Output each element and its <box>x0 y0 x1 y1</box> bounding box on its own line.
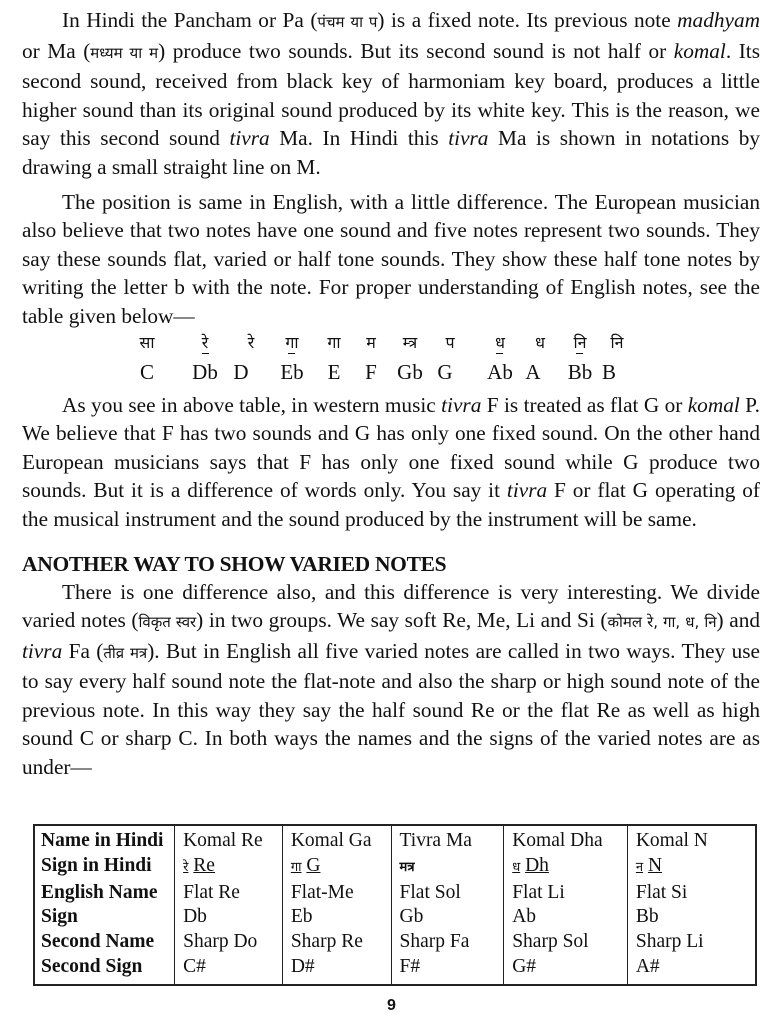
note-english: G <box>437 359 453 384</box>
table-cell: D# <box>282 955 391 985</box>
latin-sign: N <box>647 854 663 876</box>
text-run: P. We believe that F has two sounds and G has only one fixed sound. On the other hand European musicians says that F has only one fixed sound while G produce two sounds. But it is a difference of words only. You say it <box>22 392 760 503</box>
row-header: Second Sign <box>34 955 175 985</box>
row-header: Sign <box>34 905 175 930</box>
table-cell: Sharp Sol <box>504 930 628 955</box>
row-header: Name in Hindi <box>34 825 175 854</box>
hindi-sign: मत्र <box>399 859 415 875</box>
text-run: F or flat G operating of the musical instrument and the sound produced by the instrument will be same. <box>22 478 760 531</box>
table-cell <box>504 854 628 881</box>
table-cell <box>282 854 391 881</box>
table-cell: G# <box>504 955 628 985</box>
hindi-text: मध्यम या म <box>90 43 159 62</box>
text-run: There is one difference also, and this difference is very interesting. We divide varied notes ( <box>22 579 760 633</box>
table-row-second-sign <box>34 955 756 985</box>
text-run: ). But in English all five varied notes are called in two ways. They use to say every half sound note the flat-note and also the sharp or high sound note of the previous note. In this way they say the half sound Re or the flat Re as well as high sound C or sharp C. In both ways the names and the signs of the varied notes are as under— <box>22 638 760 780</box>
paragraph-english-position: The position is same in English, with a little difference. The European musician also believe that two notes have one sound and five notes represent two sounds. They say these sounds flat, varied or half tone sounds. They show these half tone notes by writing the letter b with the note. For proper understanding of English notes, see the table given below— <box>22 189 760 328</box>
komal-mark <box>288 353 295 355</box>
hindi-sign: गा <box>290 859 302 875</box>
table-cell: Flat Sol <box>391 881 504 906</box>
table-cell: Gb <box>391 905 504 930</box>
table-row-english-name <box>34 881 756 906</box>
table-cell: F# <box>391 955 504 985</box>
note-hindi-komal: रे <box>201 332 209 352</box>
text-run: In Hindi the Pancham or Pa ( <box>62 8 318 32</box>
table-cell: Komal Dha <box>504 825 628 854</box>
table-cell: C# <box>175 955 283 985</box>
text-run: Fa ( <box>62 638 104 663</box>
italic-term: tivra <box>441 392 482 417</box>
note-hindi-tivra: म्त्र <box>402 332 418 352</box>
text-run: ) and <box>716 608 761 633</box>
komal-mark <box>576 353 583 355</box>
note-english: Db <box>192 359 218 384</box>
table-cell: Flat-Me <box>282 881 391 906</box>
table-cell: Flat Re <box>175 881 283 906</box>
text-run: ) in two groups. We say soft Re, Me, Li and Si ( <box>196 608 608 633</box>
table-cell: Sharp Do <box>175 930 283 955</box>
text-run: Ma is shown in notations by drawing a small straight line on M. <box>22 126 760 179</box>
page-number: 9 <box>387 997 396 1014</box>
note-hindi: प <box>445 332 455 352</box>
table-cell: Komal Ga <box>282 825 391 854</box>
table-row-second-name <box>34 930 756 955</box>
varied-notes-table <box>33 824 757 986</box>
italic-term: madhyam <box>677 8 760 32</box>
table-cell: Tivra Ma <box>391 825 504 854</box>
paragraph-pancham <box>22 6 760 182</box>
text-run: or Ma ( <box>22 38 91 63</box>
note-english: C <box>139 359 154 384</box>
komal-mark <box>496 353 503 355</box>
table-cell <box>175 854 283 881</box>
italic-term: tivra <box>506 478 548 503</box>
note-hindi: ध <box>535 332 545 352</box>
table-cell: Flat Si <box>627 881 756 906</box>
hindi-text: कोमल रे, गा, ध, नि <box>607 613 717 632</box>
table-cell: Komal Re <box>175 825 283 854</box>
hindi-sign: न <box>635 859 644 875</box>
note-english: B <box>601 359 616 384</box>
note-hindi: रे <box>247 332 255 352</box>
italic-term: komal <box>673 38 726 63</box>
table-cell: Sharp Fa <box>391 930 504 955</box>
italic-term: tivra <box>22 638 63 663</box>
text-run: F is treated as flat G or <box>481 392 688 417</box>
latin-sign: Dh <box>525 854 549 876</box>
note-english: Gb <box>397 359 423 384</box>
hindi-sign: ध <box>512 859 521 875</box>
table-cell: Flat Li <box>504 881 628 906</box>
table-cell <box>627 854 756 881</box>
note-english: D <box>233 359 249 384</box>
table-cell: Db <box>175 905 283 930</box>
hindi-text: पंचम या प <box>317 13 378 31</box>
table-cell <box>391 854 504 881</box>
table-cell: Ab <box>504 905 628 930</box>
note-hindi-komal: ध <box>495 332 505 352</box>
paragraph-varied-notes <box>22 578 760 782</box>
italic-term: tivra <box>229 126 270 151</box>
table-row-sign <box>34 905 756 930</box>
hindi-text: तीव्र मत्र <box>103 643 148 662</box>
table-cell: Sharp Re <box>282 930 391 955</box>
text-run: As you see in above table, in western music <box>62 392 442 417</box>
row-header: English Name <box>34 881 175 906</box>
table-cell: Komal N <box>627 825 756 854</box>
table-row-name-in-hindi <box>34 825 756 854</box>
hindi-text: विकृत स्वर <box>138 613 197 632</box>
italic-term: tivra <box>448 126 489 151</box>
table-cell: Bb <box>627 905 756 930</box>
table-cell: Eb <box>282 905 391 930</box>
hindi-sign: रे <box>183 859 189 875</box>
note-english: F <box>365 359 377 384</box>
text-run: ) produce two sounds. But its second sound is not half or <box>158 38 674 63</box>
note-hindi: सा <box>139 332 155 352</box>
table-row-sign-in-hindi <box>34 854 756 881</box>
text-run: Ma. In Hindi this <box>269 126 449 151</box>
latin-sign: G <box>306 854 321 876</box>
section-heading: ANOTHER WAY TO SHOW VARIED NOTES <box>22 551 447 576</box>
italic-term: komal <box>687 392 740 417</box>
note-scale-table <box>22 331 760 389</box>
note-english: E <box>327 359 341 384</box>
note-english: A <box>525 359 541 384</box>
note-hindi-komal: गा <box>285 332 299 352</box>
note-hindi: म <box>366 332 376 352</box>
note-hindi: गा <box>327 332 341 352</box>
note-english: Ab <box>487 359 513 384</box>
note-hindi-komal: नि <box>573 332 587 352</box>
row-header: Sign in Hindi <box>34 854 175 881</box>
table-cell: Sharp Li <box>627 930 756 955</box>
latin-sign: Re <box>193 854 215 876</box>
komal-mark <box>202 353 209 355</box>
text-run: ) is a fixed note. Its previous note <box>377 8 678 32</box>
note-hindi: नि <box>610 332 624 352</box>
row-header: Second Name <box>34 930 175 955</box>
note-english: Bb <box>567 359 593 384</box>
note-english: Eb <box>280 359 304 384</box>
page-content <box>22 6 760 782</box>
table-cell: A# <box>627 955 756 985</box>
text-run: . Its second sound, received from black key of harmoniam key board, produces a little higher sound than its original sound produced by its white key. This is the reason, we say this second sound <box>22 38 760 151</box>
paragraph-western-music <box>22 391 760 534</box>
